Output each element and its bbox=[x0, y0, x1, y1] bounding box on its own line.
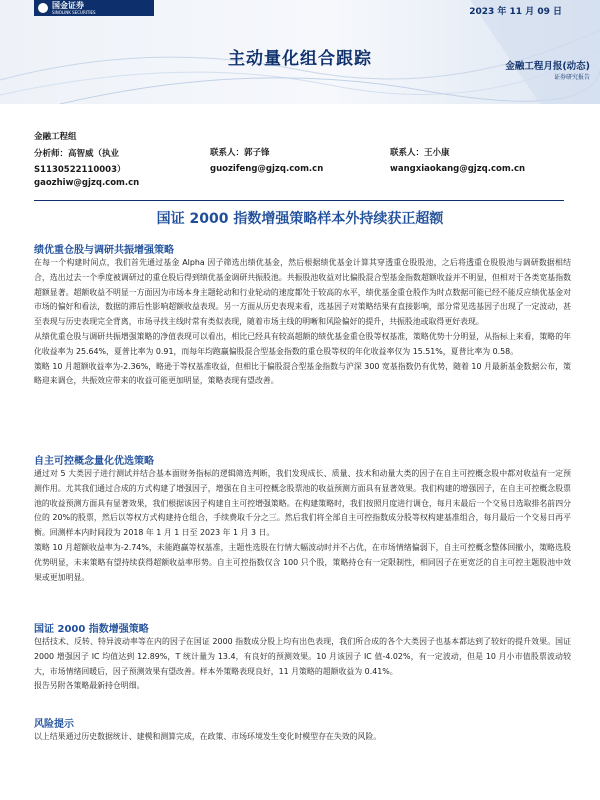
contact-2-email: wangxiaokang@gjzq.com.cn bbox=[390, 164, 526, 174]
paragraph: 在每一个构建时间点，我们首先通过基金 Alpha 因子筛选出绩优基金，然后根据绩优基金计算其穿透重仓股股池，之后将透重仓股股池与调研数据相结合，选出过去一个季度被调研过的重仓股后得到绩优基金调研共振股池。共振股池收益对比偏股混合型基金指数超额收益并不明显，但相对于各类宽基指数超额显著。超额收益不明显一方面因为市场本身主题轮动和行业轮动的速度都处于较高的水平，绩优基金重仓股作为时点数据可能已经不能反应绩优基金对市场的偏好和看法，数据的滞后性影响超额收益表现。另一方面从历史表现来看，选基因子对策略结果有直接影响，部分常见选基因子出现了一定波动，甚至表现与历史表现完全背离，市场寻找主线时常有类似表现，随着市场主线的明晰和风险偏好的提升，共振股池或取得更好表现。 bbox=[34, 258, 571, 327]
section-body-risk bbox=[34, 730, 571, 745]
paragraph: 包括技术、反转、特异波动率等在内的因子在国证 2000 指数成分股上均有出色表现，我们所合成的各个大类因子也基本都达到了较好的提升效果。国证 2000 增强因子 IC 均值达到 12.89%，T 统计量为 13.4，有良好的预测效果。10 月该因子 IC 值-4.02%，有一定波动，但是 10 月小市值股票波动较大，市场情绪回暖后，因子预测效果有望改善。样本外策略表现良好，11 月策略的超额收益为 0.41%。 bbox=[34, 637, 571, 676]
paragraph: 策略 10 月超额收益率为-2.36%，略逊于等权基准收益，但相比于偏股混合型基金指数与沪深 300 宽基指数仍有优势，随着 10 月最新基金数据公布，策略迎来调仓，共振效应带来的收益可能更加明显，策略表现有望改善。 bbox=[34, 361, 571, 386]
logo-mark-icon bbox=[38, 3, 48, 13]
section-heading-self-control: 自主可控概念量化优选策略 bbox=[34, 456, 154, 467]
paragraph: 策略 10 月超额收益率为-2.74%，未能跑赢等权基准，主题性选股在行情大幅波动时并不占优，在市场情绪偏弱下，自主可控概念整体回撤小，策略选股优势明显，未来策略有望持续获得超额收益率形势。自主可控指数仅含 100 只个股，策略持仓有一定限制性，相同因子在更宽泛的自主可控主题股池中效果或更加明显。 bbox=[34, 542, 571, 582]
section-heading-csi2000: 国证 2000 指数增强策略 bbox=[34, 624, 149, 635]
paragraph: 从绩优重仓股与调研共振增强策略的净值表现可以看出，相比已经具有较高超额的绩优基金重仓股等权基准，策略优势十分明显，从指标上来看，策略的年化收益率为 25.64%，夏普比率为 0.91，而每年均跑赢偏股混合型基金指数的重仓股等权的年化收益率仅为 15.51%，夏普比率为 0.58。 bbox=[34, 331, 571, 356]
analyst-email: gaozhiw@gjzq.com.cn bbox=[34, 178, 140, 188]
company-logo bbox=[34, 0, 154, 16]
logo-name: 国金证券 bbox=[52, 1, 84, 10]
section-heading-fund-research: 绩优重仓股与调研共振增强策略 bbox=[34, 245, 174, 256]
paragraph: 报告另附各策略最新持仓明细。 bbox=[34, 681, 145, 691]
section-body-fund-research bbox=[34, 256, 571, 389]
report-type: 金融工程月报(动态) bbox=[505, 61, 590, 72]
summary-title: 国证 2000 指数增强策略样本外持续获正超额 bbox=[156, 211, 444, 227]
report-department: 证券研究报告 bbox=[553, 74, 590, 81]
logo-subtitle: SINOLINK SECURITIES bbox=[52, 10, 96, 15]
section-body-csi2000 bbox=[34, 635, 571, 694]
report-title: 主动量化组合跟踪 bbox=[228, 49, 372, 69]
analyst-name: 分析师：高智威（执业 S1130522110003） bbox=[34, 149, 126, 175]
contact-2-name: 联系人：王小康 bbox=[390, 148, 450, 158]
contact-1-name: 联系人：郭子锋 bbox=[210, 148, 270, 158]
paragraph: 以上结果通过历史数据统计、建模和测算完成，在政策、市场环境发生变化时模型存在失效的风险。 bbox=[34, 732, 382, 741]
author-divider bbox=[34, 200, 564, 201]
report-banner bbox=[0, 0, 600, 104]
paragraph: 通过对 5 大类因子进行测试并结合基本面财务指标的逻辑筛选判断，我们发现成长、质量、技术和动量大类的因子在自主可控概念股中都对收益有一定预测作用。尤其我们通过合成的方式构建了增强因子，增强在自主可控概念股票池的收益预测方面具有显著效果。我们构建的增强因子，在自主可控概念股票池的收益预测方面具有显著效果，我们根据该因子构建自主可控增强策略。在构建策略时，我们按照月度进行调仓，每月末最后一个交易日选取排名前四分位的 20%的股票，然后以等权方式构建持仓组合，手续费取千分之三。然后我们将全部自主可控指数成分股等权构建基准组合，每月最后一个交易日再平衡。回测样本内时间段为 2018 年 1 月 1 日至 2023 年 1 月 3 日。 bbox=[34, 469, 571, 538]
report-date: 2023 年 11 月 09 日 bbox=[469, 7, 562, 17]
section-body-self-control bbox=[34, 467, 571, 585]
contact-1-email: guozifeng@gjzq.com.cn bbox=[210, 164, 324, 174]
section-heading-risk: 风险提示 bbox=[34, 719, 74, 730]
author-group: 金融工程组 bbox=[34, 132, 77, 142]
